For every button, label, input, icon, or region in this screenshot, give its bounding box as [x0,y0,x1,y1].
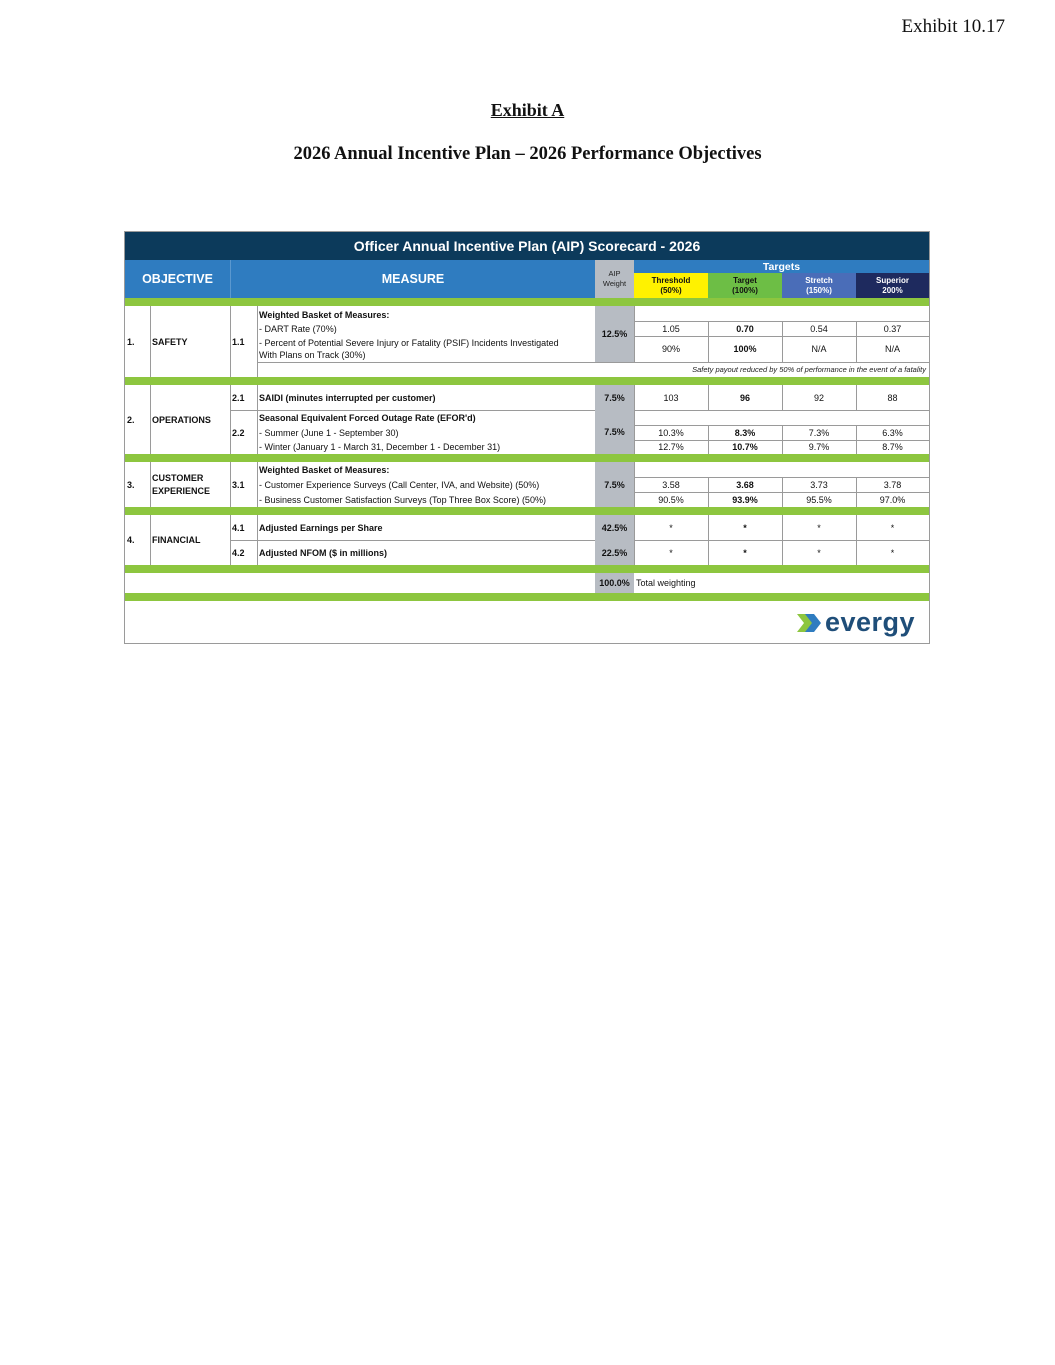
psif-measure-line1: - Percent of Potential Severe Injury or Fatality (PSIF) Incidents Investigated [259,338,559,348]
psif-threshold: 90% [661,344,680,354]
cx-stretch: 3.73 [810,479,828,490]
saidi-weight: 7.5% [595,385,634,410]
cx-threshold: 3.58 [662,479,680,490]
stretch-header [782,273,856,298]
summer-superior: 6.3% [882,427,903,438]
exhibit-number: Exhibit 10.17 [901,16,1005,37]
aip-weight-header [595,260,634,298]
section-divider [125,454,929,462]
eps-weight: 42.5% [595,515,634,540]
winter-target: 10.7% [732,442,758,452]
dart-target: 0.70 [736,323,754,334]
safety-measure-id: 1.1 [232,337,245,347]
section-divider [125,593,929,601]
psif-measure-line2: With Plans on Track (30%) [259,350,366,360]
section-divider [125,507,929,515]
section-divider [125,298,929,306]
stretch-label: Stretch [805,275,833,285]
winter-stretch: 9.7% [808,442,830,452]
evergy-logo-text: evergy [825,607,916,637]
eps-measure: Adjusted Earnings per Share [259,522,383,533]
objective-header: OBJECTIVE [125,260,230,298]
saidi-threshold: 103 [663,392,679,403]
operations-objective: OPERATIONS [152,415,211,425]
eps-target: * [743,522,747,533]
eps-threshold: * [669,522,673,533]
efor-weight: 7.5% [595,410,634,454]
cx-surveys-measure: - Customer Experience Surveys (Call Center, IVA, and Website) (50%) [259,479,540,490]
safety-number: 1. [127,337,135,347]
section-divider [125,565,929,573]
superior-header [856,273,929,298]
stretch-percent: (150%) [806,285,832,295]
target-percent: (100%) [732,285,758,295]
saidi-superior: 88 [887,392,898,403]
efor-summer: - Summer (June 1 - September 30) [259,427,399,438]
document-title: 2026 Annual Incentive Plan – 2026 Performance Objectives [293,144,762,164]
cx-target: 3.68 [736,479,754,490]
winter-threshold: 12.7% [658,442,684,452]
efor-measure: Seasonal Equivalent Forced Outage Rate (EFOR'd) [259,413,476,423]
dart-stretch: 0.54 [810,323,828,334]
operations-number: 2. [127,415,135,425]
psif-superior: N/A [884,344,900,354]
winter-superior: 8.7% [882,442,903,452]
target-label: Target [733,275,757,285]
customer-weight: 7.5% [595,462,634,507]
nfom-weight: 22.5% [595,540,634,565]
psif-stretch: N/A [811,344,827,354]
aip-scorecard [124,231,930,644]
psif-target: 100% [733,344,757,354]
dart-threshold: 1.05 [662,323,680,334]
total-weighting-label: Total weighting [636,578,696,588]
customer-objective-line2: EXPERIENCE [152,486,211,496]
bcs-threshold: 90.5% [658,494,684,505]
threshold-percent: (50%) [660,285,682,295]
financial-objective: FINANCIAL [152,535,201,545]
threshold-header [634,273,708,298]
scorecard-title: Officer Annual Incentive Plan (AIP) Scorecard - 2026 [125,232,929,260]
cx-superior: 3.78 [883,479,902,490]
nfom-stretch: * [817,547,821,558]
customer-objective-line1: CUSTOMER [152,473,204,483]
targets-header: Targets [634,260,929,273]
measure-header: MEASURE [230,260,595,298]
exhibit-label: Exhibit A [490,100,565,120]
safety-basket-label: Weighted Basket of Measures: [259,309,390,320]
business-satisfaction-measure: - Business Customer Satisfaction Surveys (Top Three Box Score) (50%) [259,494,546,505]
bcs-stretch: 95.5% [806,494,832,505]
safety-weight: 12.5% [595,306,634,362]
dart-superior: 0.37 [883,323,902,334]
saidi-stretch: 92 [813,392,824,403]
customer-basket-label: Weighted Basket of Measures: [259,465,390,475]
target-header [708,273,782,298]
bcs-target: 93.9% [732,494,758,505]
customer-measure-id: 3.1 [232,480,245,490]
total-weight: 100.0% [595,573,634,593]
nfom-threshold: * [669,547,673,558]
section-divider [125,377,929,385]
saidi-target: 96 [739,392,750,403]
nfom-measure-id: 4.2 [232,547,245,558]
superior-label: Superior [876,275,909,285]
saidi-measure-id: 2.1 [232,392,245,403]
evergy-chevron-icon [797,612,823,634]
summer-stretch: 7.3% [808,427,830,438]
saidi-measure: SAIDI (minutes interrupted per customer) [259,392,436,403]
efor-measure-id: 2.2 [232,427,245,438]
summer-target: 8.3% [734,427,756,438]
summer-threshold: 10.3% [658,427,684,438]
aip-weight-header-line2: Weight [602,279,627,288]
nfom-superior: * [890,547,895,558]
financial-number: 4. [127,535,135,545]
eps-measure-id: 4.1 [232,522,245,533]
superior-percent: 200% [882,285,903,295]
evergy-logo [797,607,915,638]
nfom-measure: Adjusted NFOM ($ in millions) [259,547,387,558]
bcs-superior: 97.0% [879,494,906,505]
customer-number: 3. [127,480,135,490]
eps-superior: * [890,522,895,533]
eps-stretch: * [817,522,821,533]
threshold-label: Threshold [651,275,691,285]
efor-winter: - Winter (January 1 - March 31, December 1 - December 31) [259,442,501,452]
aip-weight-header-line1: AIP [608,269,621,278]
safety-fatality-note: Safety payout reduced by 50% of performance in the event of a fatality [692,365,926,374]
nfom-target: * [743,547,747,558]
dart-rate-measure: - DART Rate (70%) [259,324,337,334]
safety-objective: SAFETY [152,337,188,347]
